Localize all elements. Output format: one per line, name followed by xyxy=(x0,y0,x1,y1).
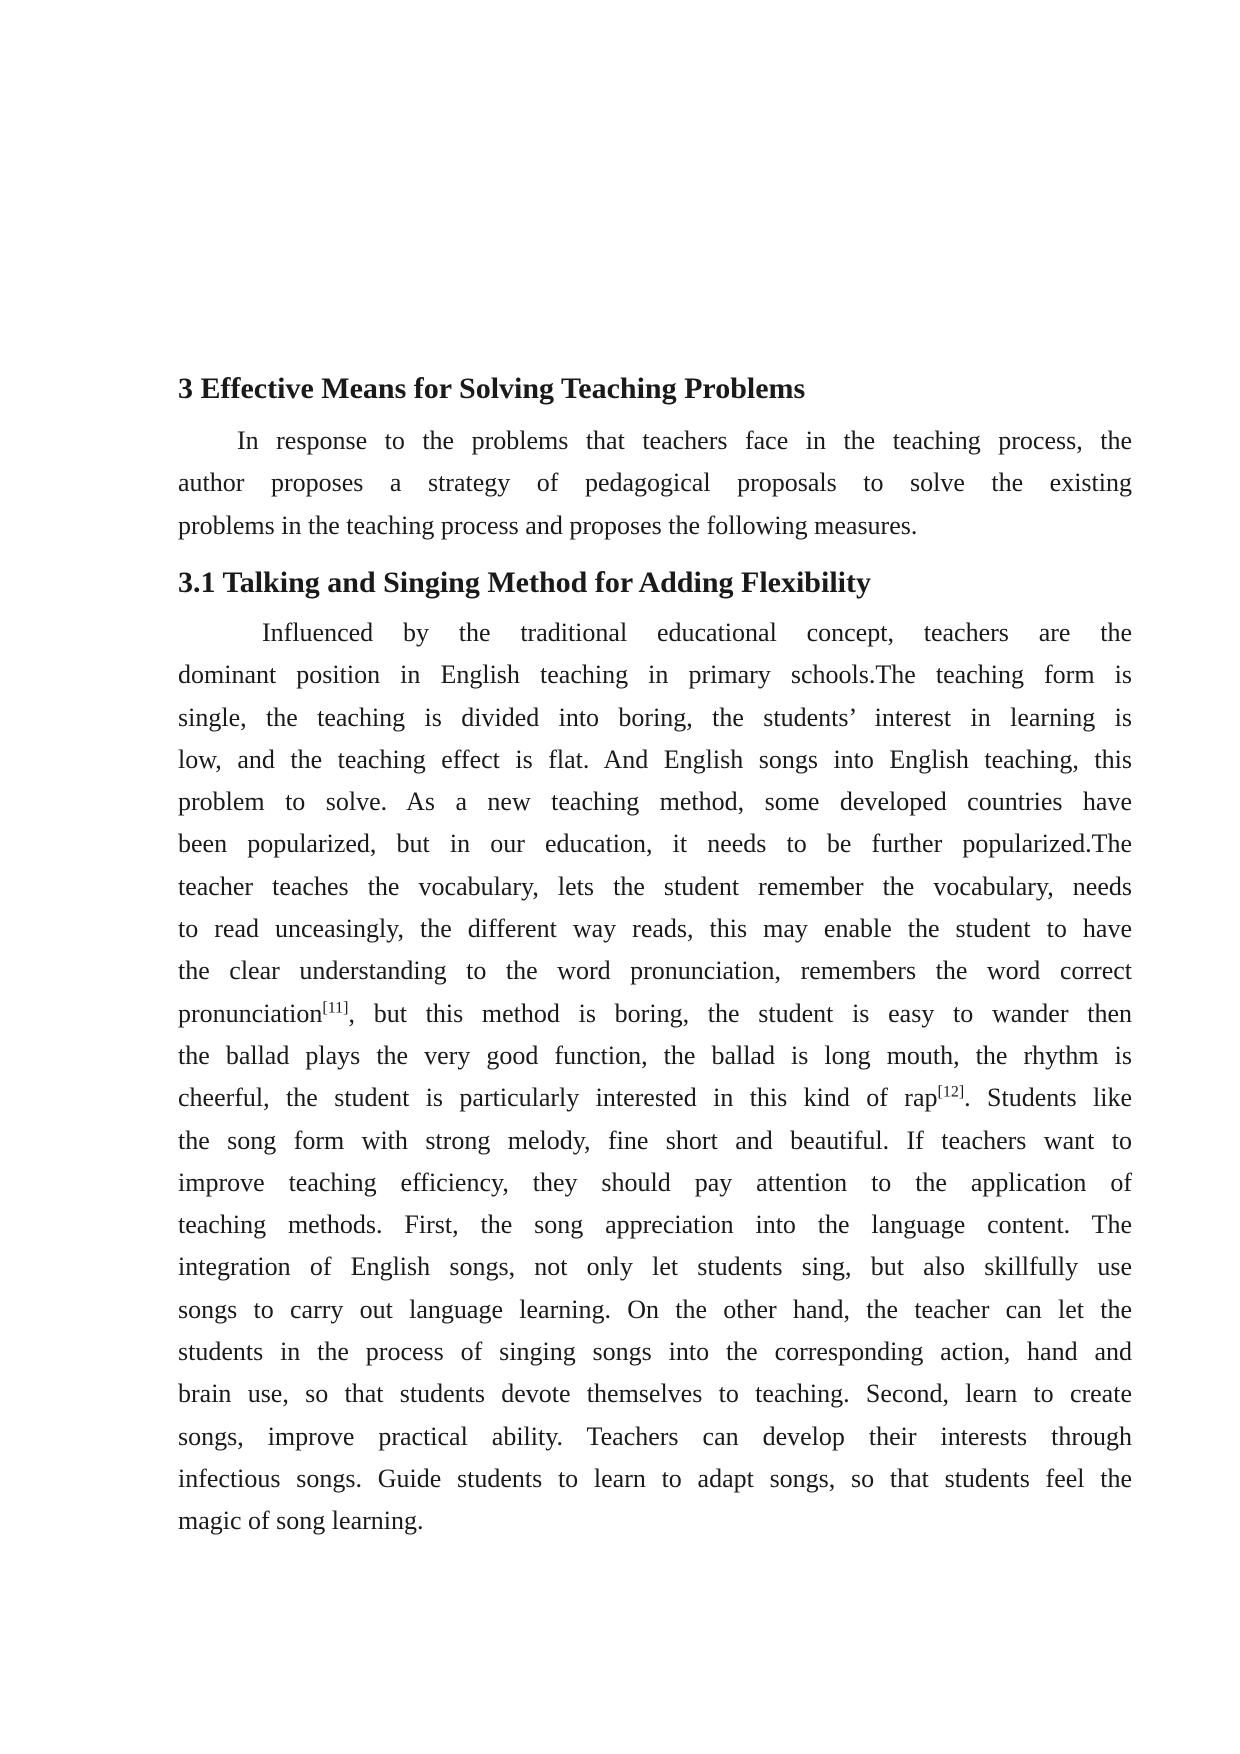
citation-ref: [12] xyxy=(937,1083,965,1101)
text-line: Influenced by the traditional educational concept, teachers are the xyxy=(262,618,1132,647)
text-line: been popularized, but in our education, it needs to be further popularized.The xyxy=(178,829,1132,859)
text-line: dominant position in English teaching in primary schools.The teaching form is xyxy=(178,660,1132,690)
text-line: students in the process of singing songs into the corresponding action, hand and xyxy=(178,1337,1132,1367)
citation-ref: [11] xyxy=(322,999,349,1017)
text-line: songs, improve practical ability. Teachers can develop their interests through xyxy=(178,1421,1132,1451)
text-line: problem to solve. As a new teaching method, some developed countries have xyxy=(178,787,1132,817)
text-segment: pronunciation xyxy=(178,998,323,1028)
text-line: low, and the teaching effect is flat. And English songs into English teaching, this xyxy=(178,744,1132,774)
text-line: author proposes a strategy of pedagogical proposals to solve the existing xyxy=(178,468,1132,498)
text-line: the ballad plays the very good function, the ballad is long mouth, the rhythm is xyxy=(178,1040,1132,1070)
text-line: problems in the teaching process and proposes the following measures. xyxy=(178,510,918,540)
text-segment: cheerful, the student is particularly interested in this kind of rap xyxy=(178,1083,938,1113)
text-line: songs to carry out language learning. On the other hand, the teacher can let the xyxy=(178,1294,1132,1324)
body-paragraph xyxy=(178,612,1132,1543)
text-line: magic of song learning. xyxy=(178,1506,424,1536)
text-line: to read unceasingly, the different way reads, this may enable the student to have xyxy=(178,914,1132,944)
subsection-heading: 3.1 Talking and Singing Method for Adding Flexibility xyxy=(178,566,871,599)
text-line: infectious songs. Guide students to learn to adapt songs, so that students feel the xyxy=(178,1463,1132,1493)
text-line: teaching methods. First, the song appreciation into the language content. The xyxy=(178,1210,1132,1240)
text-line xyxy=(178,993,1132,1035)
text-segment: . Students like xyxy=(964,1083,1132,1113)
text-line: improve teaching efficiency, they should pay attention to the application of xyxy=(178,1167,1132,1197)
text-segment: , but this method is boring, the student is easy to wander then xyxy=(348,998,1132,1028)
section-heading-block xyxy=(178,372,1132,406)
intro-paragraph xyxy=(178,420,1132,547)
text-line xyxy=(178,1077,1132,1119)
text-line: teacher teaches the vocabulary, lets the student remember the vocabulary, needs xyxy=(178,871,1132,901)
text-line: the clear understanding to the word pronunciation, remembers the word correct xyxy=(178,956,1132,986)
text-line: the song form with strong melody, fine short and beautiful. If teachers want to xyxy=(178,1125,1132,1155)
text-line: brain use, so that students devote themselves to teaching. Second, learn to create xyxy=(178,1379,1132,1409)
subsection-heading-block xyxy=(178,566,1132,600)
text-line: single, the teaching is divided into boring, the students’ interest in learning is xyxy=(178,702,1132,732)
text-line: In response to the problems that teachers face in the teaching process, the xyxy=(237,426,1132,455)
text-line: integration of English songs, not only let students sing, but also skillfully use xyxy=(178,1252,1132,1282)
section-heading: 3 Effective Means for Solving Teaching Problems xyxy=(178,372,806,405)
